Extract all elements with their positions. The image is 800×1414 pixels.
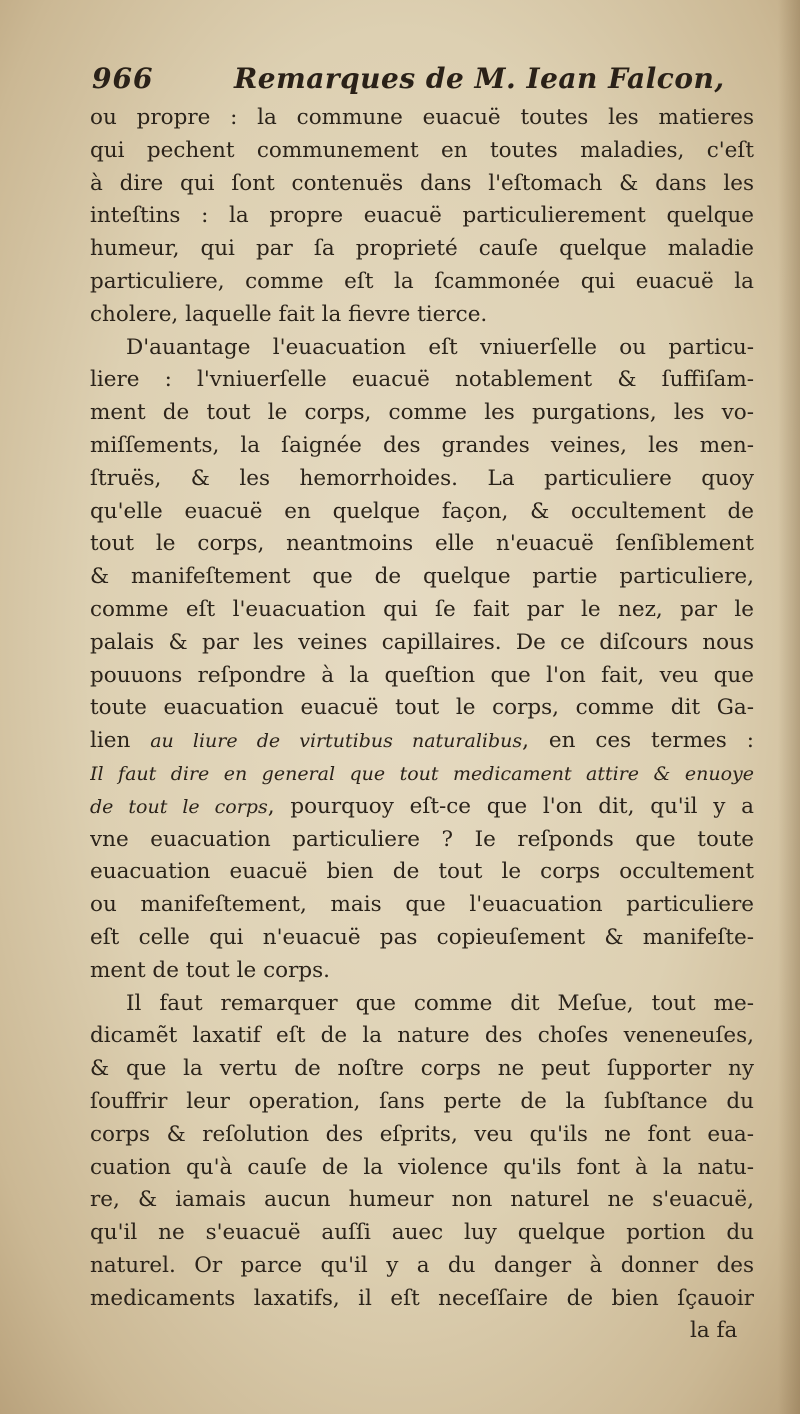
italic-text: au liure de virtutibus naturalibus [150, 730, 523, 753]
text-line [90, 889, 754, 922]
text-line [90, 135, 754, 168]
text-line [90, 102, 754, 135]
text-segment: naturel. Or parce qu'il y a du danger à donner des [90, 1252, 754, 1278]
running-head: Remarques de M. Iean Falcon, [234, 62, 725, 95]
text-line [90, 397, 754, 430]
page-header [92, 62, 752, 102]
text-segment: miſſements, la ſaignée des grandes veines, les men- [90, 432, 754, 458]
text-line [90, 496, 754, 529]
text-line [90, 955, 754, 988]
text-line [90, 561, 754, 594]
text-line [90, 594, 754, 627]
text-segment: dicamẽt laxatif eſt de la nature des choſes veneneuſes, [90, 1023, 754, 1049]
text-line [90, 266, 754, 299]
text-line [90, 922, 754, 955]
text-segment: qui pechent communement en toutes maladies, c'eſt [90, 137, 754, 163]
text-segment: ou manifeſtement, mais que l'euacuation particuliere [90, 892, 754, 918]
text-segment: & que la vertu de noſtre corps ne peut ſupporter ny [90, 1056, 754, 1082]
text-line [90, 332, 754, 365]
text-line [90, 430, 754, 463]
text-line [90, 1086, 754, 1119]
text-line [90, 1184, 754, 1217]
text-segment: liere : l'vniuerſelle euacuë notablement & ſuffiſam- [90, 367, 754, 393]
text-line [90, 1283, 754, 1316]
text-segment: D'auantage l'euacuation eſt vniuerſelle ou particu- [126, 334, 754, 360]
text-line [90, 824, 754, 857]
text-segment: corps & reſolution des eſprits, veu qu'ils ne font eua- [90, 1121, 754, 1147]
catchword: la fa [690, 1318, 738, 1343]
text-segment: à dire qui ſont contenuës dans l'eſtomach & dans les [90, 170, 754, 196]
text-segment: qu'il ne s'euacuë auſſi auec luy quelque portion du [90, 1220, 754, 1246]
text-segment: Il faut remarquer que comme dit Meſue, tout me- [126, 990, 754, 1016]
text-segment: cuation qu'à cauſe de la violence qu'ils font à la natu- [90, 1154, 754, 1180]
text-segment: toute euacuation euacuë tout le corps, comme dit Ga- [90, 695, 754, 721]
text-line [90, 1053, 754, 1086]
text-line [90, 1250, 754, 1283]
text-segment: palais & par les veines capillaires. De ce diſcours nous [90, 629, 754, 655]
text-segment: vne euacuation particuliere ? Ie reſponds que toute [90, 826, 754, 852]
text-line [90, 988, 754, 1021]
text-segment: & manifeſtement que de quelque partie particuliere, [90, 564, 754, 590]
text-line [90, 692, 754, 725]
text-line [90, 233, 754, 266]
text-segment: cholere, laquelle fait la fievre tierce. [90, 301, 488, 327]
text-line [90, 364, 754, 397]
text-segment: ou propre : la commune euacuë toutes les matieres [90, 105, 754, 130]
text-segment: euacuation euacuë bien de tout le corps occultement [90, 859, 754, 885]
text-segment: eſt celle qui n'euacuë pas copieuſement & manifeſte- [90, 924, 754, 950]
text-line [90, 725, 754, 758]
text-segment: , pourquoy eſt-ce que l'on dit, qu'il y a [267, 793, 754, 819]
text-segment: humeur, qui par ſa proprieté cauſe quelque maladie [90, 236, 754, 262]
page-number: 966 [92, 62, 154, 95]
text-segment: ſouffrir leur operation, ſans perte de la ſubſtance du [90, 1088, 754, 1114]
text-line [90, 856, 754, 889]
text-line [90, 299, 754, 332]
text-segment: inteſtins : la propre euacuë particulierement quelque [90, 203, 754, 229]
text-segment: medicaments laxatifs, il eſt neceſſaire de bien ſçauoir [90, 1285, 754, 1311]
text-line [90, 168, 754, 201]
text-line [90, 1217, 754, 1250]
text-line [90, 758, 754, 791]
text-segment: ment de tout le corps. [90, 957, 330, 983]
text-segment: ment de tout le corps, comme les purgations, les vo- [90, 400, 754, 426]
italic-text: de tout le corps [90, 795, 268, 818]
italic-text: Il faut dire en general que tout medicament attire & enuoye [90, 762, 754, 785]
text-segment: tout le corps, neantmoins elle n'euacuë ſenſiblement [90, 531, 754, 557]
text-segment: lien [90, 728, 151, 754]
text-line [90, 1152, 754, 1185]
text-line [90, 463, 754, 496]
text-line [90, 528, 754, 561]
text-segment: qu'elle euacuë en quelque façon, & occultement de [90, 498, 754, 524]
text-line [90, 200, 754, 233]
text-line [90, 1119, 754, 1152]
text-segment: ſtruës, & les hemorrhoides. La particuliere quoy [90, 465, 754, 491]
text-line [90, 660, 754, 693]
text-segment: comme eſt l'euacuation qui ſe fait par le nez, par le [90, 596, 754, 622]
text-segment: , en ces termes : [522, 728, 754, 754]
text-line [90, 791, 754, 824]
page-gutter-shadow [778, 0, 800, 1414]
text-segment: pouuons reſpondre à la queſtion que l'on fait, veu que [90, 662, 754, 688]
text-line [90, 1020, 754, 1053]
text-segment: particuliere, comme eſt la ſcammonée qui euacuë la [90, 268, 754, 294]
text-segment: re, & iamais aucun humeur non naturel ne s'euacuë, [90, 1187, 754, 1213]
body-text [90, 102, 754, 1315]
text-line [90, 627, 754, 660]
